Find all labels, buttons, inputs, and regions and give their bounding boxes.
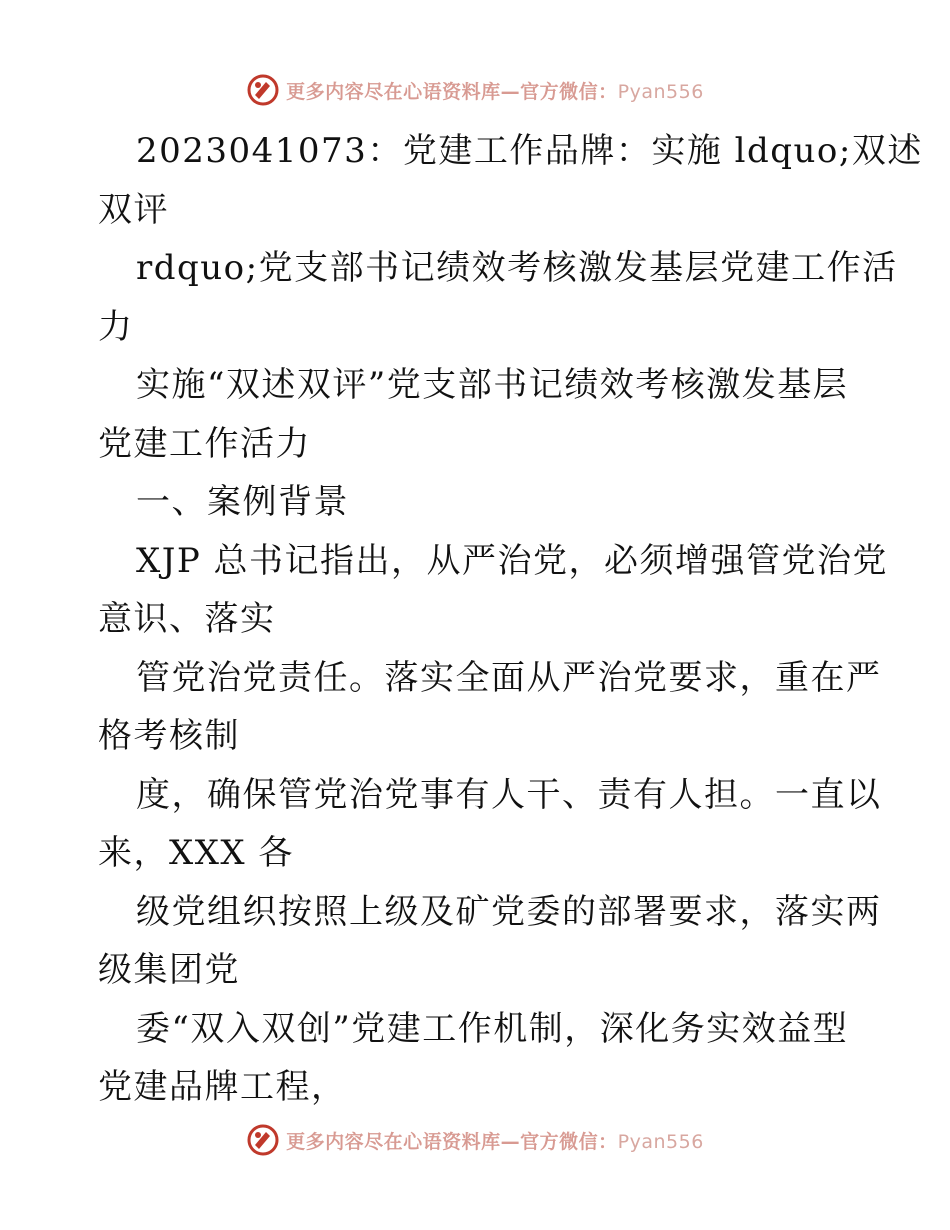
- text-line: 度，确保管党治党事有人干、责有人担。一直以: [136, 774, 882, 815]
- document-body: [98, 122, 923, 1117]
- text-line: 双评: [98, 189, 169, 230]
- text-line: 来，XXX 各: [98, 833, 294, 873]
- text-line: 意识、落实: [98, 599, 276, 639]
- watermark-text: 更多内容尽在心语资料库—官方微信：Pyan556: [286, 1130, 704, 1153]
- text-line: 委“双入双创”党建工作机制，深化务实效益型: [136, 1008, 849, 1049]
- text-line: rdquo;党支部书记绩效考核激发基层党建工作活: [136, 248, 898, 288]
- footer-watermark: [0, 1120, 950, 1160]
- header-watermark: [0, 70, 950, 110]
- text-line: 力: [98, 306, 134, 347]
- text-line: 2023041073：党建工作品牌：实施 ldquo;双述: [136, 131, 923, 171]
- logo-seal-icon: [246, 1123, 280, 1157]
- text-line: 党建品牌工程，: [98, 1067, 347, 1107]
- logo-seal-icon: [246, 73, 280, 107]
- section-heading: 一、案例背景: [136, 482, 349, 522]
- text-line: 级党组织按照上级及矿党委的部署要求，落实两: [136, 891, 882, 932]
- text-line: XJP 总书记指出，从严治党，必须增强管党治党: [136, 540, 889, 581]
- text-line: 级集团党: [98, 950, 240, 990]
- text-line: 党建工作活力: [98, 423, 311, 464]
- text-line: 实施“双述双评”党支部书记绩效考核激发基层: [136, 365, 849, 405]
- watermark-text: 更多内容尽在心语资料库—官方微信：Pyan556: [286, 80, 704, 103]
- text-line: 格考核制: [98, 716, 240, 756]
- text-line: 管党治党责任。落实全面从严治党要求，重在严: [136, 657, 882, 698]
